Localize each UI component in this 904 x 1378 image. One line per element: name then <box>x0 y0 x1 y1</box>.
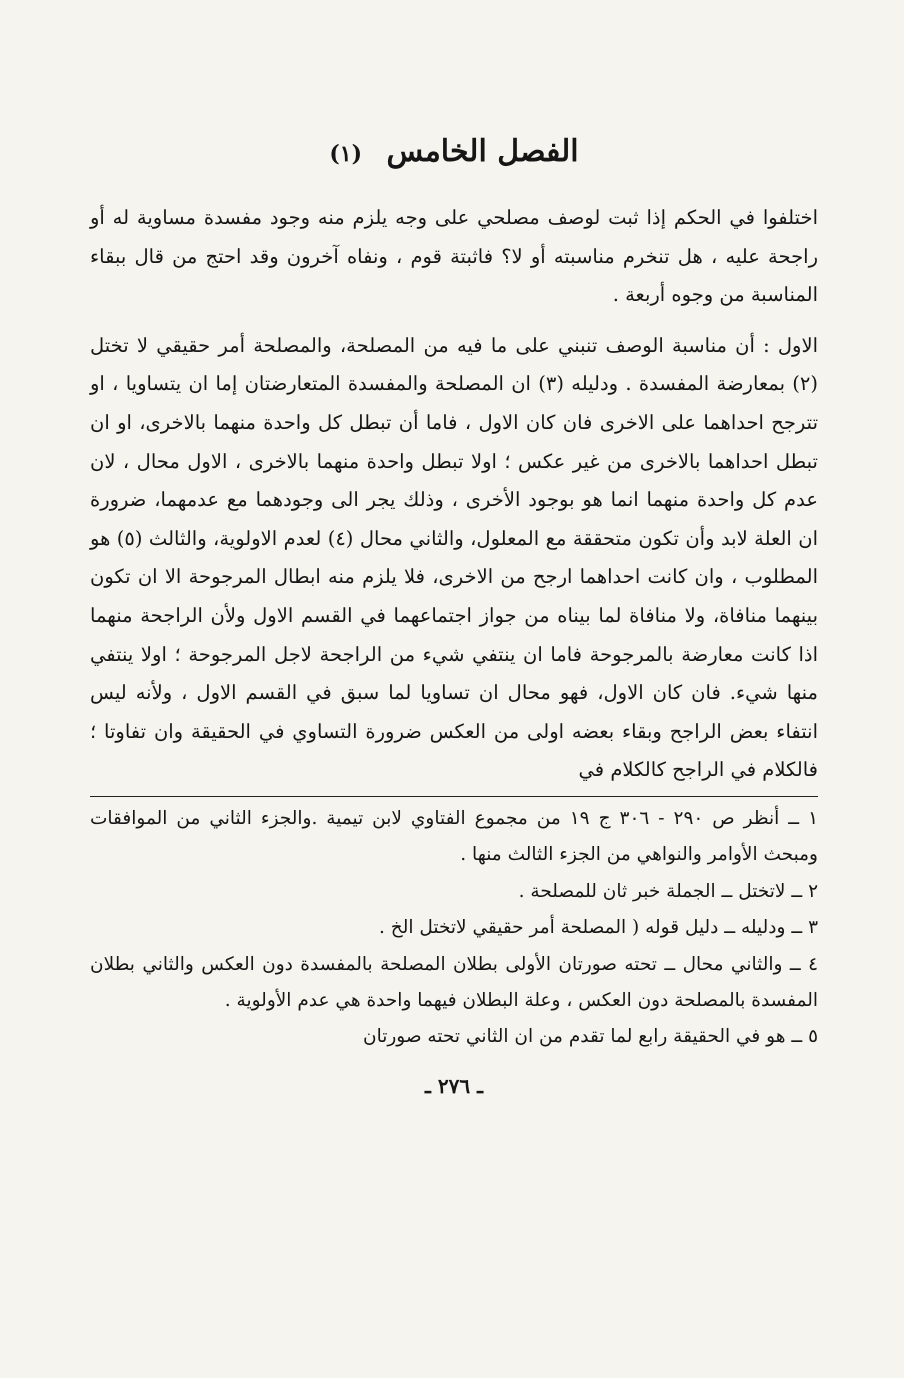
page-number: ـ ٢٧٦ ـ <box>425 1073 483 1098</box>
body-paragraph-intro: اختلفوا في الحكم إذا ثبت لوصف مصلحي على وجه يلزم منه وجود مفسدة مساوية له أو راجحة عليه ، هل تنخرم مناسبته أو لا؟ فاثبتة قوم ، ونفاه آخرون وقد احتج من قال ببقاء المناسبة من وجوه أربعة . <box>90 206 818 307</box>
footnote-4: ٤ ــ والثاني محال ــ تحته صورتان الأولى بطلان المصلحة بالمفسدة دون العكس والثاني بطلان المفسدة بالمصلحة دون العكس ، وعلة البطلان فيهما واحدة هي عدم الأولوية . <box>90 953 818 1011</box>
body-paragraph-first-argument: الاول : أن مناسبة الوصف تنبني على ما فيه من المصلحة، والمصلحة أمر حقيقي لا تختل (٢) بمعارضة المفسدة . ودليله (٣) ان المصلحة والمفسدة المتعارضتان إما ان يتساويا ، او تترجح احداهما على الاخرى فان كان الاول ، فاما أن تبطل كل واحدة منهما بالاخرى، او ان تبطل احداهما بالاخرى من غير عكس ؛ اولا تبطل واحدة منهما بالاخرى ، الاول محال ، لان عدم كل واحدة منهما انما هو بوجود الأخرى ، وذلك يجر الى وجودهما مع عدمهما، ضرورة ان العلة لابد وأن تكون متحققة مع المعلول، والثاني محال (٤) لعدم الاولوية، والثالث (٥) هو المطلوب ، وان كانت احداهما ارجح من الاخرى، فلا يلزم منه ابطال المرجوحة الا ان تكون بينهما منافاة، ولا منافاة لما بيناه من جواز اجتماعهما في القسم الاول ولأن الراجحة منهما اذا كانت معارضة بالمرجوحة فاما ان ينتفي شيء من الراجحة لاجل المرجوحة ؛ اولا ينتفي منها شيء. فان كان الاول، فهو محال ان تساويا لما سبق في القسم الاول ، ولأنه ليس انتفاء بعض الراجح وبقاء بعضه اولى من العكس ضرورة التساوي في الحقيقة وان تفاوتا ؛ فالكلام في الراجح كالكلام في <box>90 333 818 782</box>
footnote-1: ١ ــ أنظر ص ٢٩٠ - ٣٠٦ ج ١٩ من مجموع الفتاوي لابن تيمية .والجزء الثاني من الموافقات ومبحث الأوامر والنواهي من الجزء الثالث منها . <box>90 807 819 866</box>
footnote-5: ٥ ــ هو في الحقيقة رابع لما تقدم من ان الثاني تحته صورتان <box>362 1026 818 1048</box>
book-page <box>90 120 818 1350</box>
chapter-title <box>90 132 818 171</box>
chapter-title-text: الفصل الخامس <box>386 134 579 169</box>
footnote-2: ٢ ــ لاتختل ــ الجملة خبر ثان للمصلحة . <box>518 880 818 902</box>
chapter-title-footnote-ref: (١) <box>329 141 363 167</box>
footnote-3: ٣ ــ ودليله ــ دليل قوله ( المصلحة أمر حقيقي لاتختل الخ . <box>378 917 818 939</box>
footnote-divider <box>90 796 818 797</box>
